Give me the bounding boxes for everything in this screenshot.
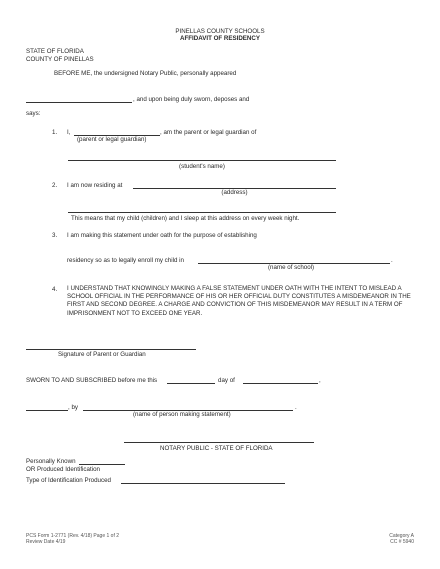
sworn-text: SWORN TO AND SUBSCRIBED before me this — [26, 377, 158, 384]
item-3-period: . — [391, 257, 393, 264]
sworn-day-line[interactable] — [167, 383, 215, 384]
address-line-2[interactable] — [68, 212, 336, 213]
sworn-by: , by — [68, 404, 78, 411]
signature-label: Signature of Parent or Guardian — [58, 351, 146, 358]
student-name-line[interactable] — [68, 160, 336, 161]
intro-sworn: , and upon being duly sworn, deposes and — [133, 96, 250, 103]
sworn-month-line[interactable] — [243, 383, 318, 384]
sworn-year-line[interactable] — [26, 410, 68, 411]
venue-state: STATE OF FLORIDA — [26, 48, 84, 55]
item-2-text: I am now residing at — [67, 182, 123, 189]
produced-id-label: OR Produced Identification — [26, 466, 100, 473]
signature-line[interactable] — [26, 349, 196, 350]
footer-category: Category A — [389, 533, 414, 539]
school-caption: (name of school) — [268, 264, 315, 271]
item-4-number: 4. — [52, 286, 58, 293]
item-3-number: 3. — [52, 232, 58, 239]
student-caption: (student's name) — [179, 163, 225, 170]
person-caption: (name of person making statement) — [133, 411, 231, 418]
sworn-day-of: day of — [218, 377, 235, 384]
id-type-label: Type of Identification Produced — [26, 477, 111, 484]
parent-caption: (parent or legal guardian) — [77, 136, 147, 143]
item-2-number: 2. — [52, 182, 58, 189]
document-title: AFFIDAVIT OF RESIDENCY — [180, 35, 260, 42]
sworn-period: . — [295, 404, 297, 411]
item-1-number: 1. — [52, 129, 58, 136]
personally-known-label: Personally Known — [26, 458, 76, 465]
item-1-i: I, — [67, 129, 71, 136]
item-4-warning: I UNDERSTAND THAT KNOWINGLY MAKING A FALSE STATEMENT UNDER OATH WITH THE INTENT TO MISLEAD A SCHOOL OFFICIAL IN THE PERFORMANCE OF HIS OR HER OFFICIAL DUTY CONSTITUTES A MISDEMEANOR IN THE FIRST AND SECOND DEGREE. A CHARGE AND CONVICTION OF THIS MISDEMEANOR MAY RESULT IN A TERM OF IMPRISONMENT NOT TO EXCEED ONE YEAR. — [67, 285, 411, 317]
notary-signature-line[interactable] — [124, 442, 314, 443]
address-caption: (address) — [221, 189, 248, 196]
footer-review: Review Date 4/19 — [26, 539, 66, 545]
notary-label: NOTARY PUBLIC - STATE OF FLORIDA — [160, 445, 273, 452]
id-type-line[interactable] — [121, 483, 285, 484]
item-3-text: I am making this statement under oath for the purpose of establishing — [67, 232, 257, 239]
intro-says: says: — [26, 110, 41, 117]
org-name: PINELLAS COUNTY SCHOOLS — [175, 28, 265, 35]
item-2-means: This means that my child (children) and I sleep at this address on every week night. — [71, 215, 300, 222]
affiant-name-line[interactable] — [26, 102, 132, 103]
item-3-residency: residency so as to legally enroll my child in — [67, 257, 184, 264]
item-1-text: , am the parent or legal guardian of — [160, 129, 257, 136]
intro-before-me: BEFORE ME, the undersigned Notary Public, personally appeared — [54, 70, 237, 77]
venue-county: COUNTY OF PINELLAS — [26, 56, 94, 63]
personally-known-line[interactable] — [79, 464, 125, 465]
footer-cc: CC # 5940 — [390, 539, 414, 545]
footer-form: PCS Form 1-2771 (Rev. 4/18) Page 1 of 2 — [26, 533, 120, 539]
sworn-comma: , — [319, 377, 321, 384]
